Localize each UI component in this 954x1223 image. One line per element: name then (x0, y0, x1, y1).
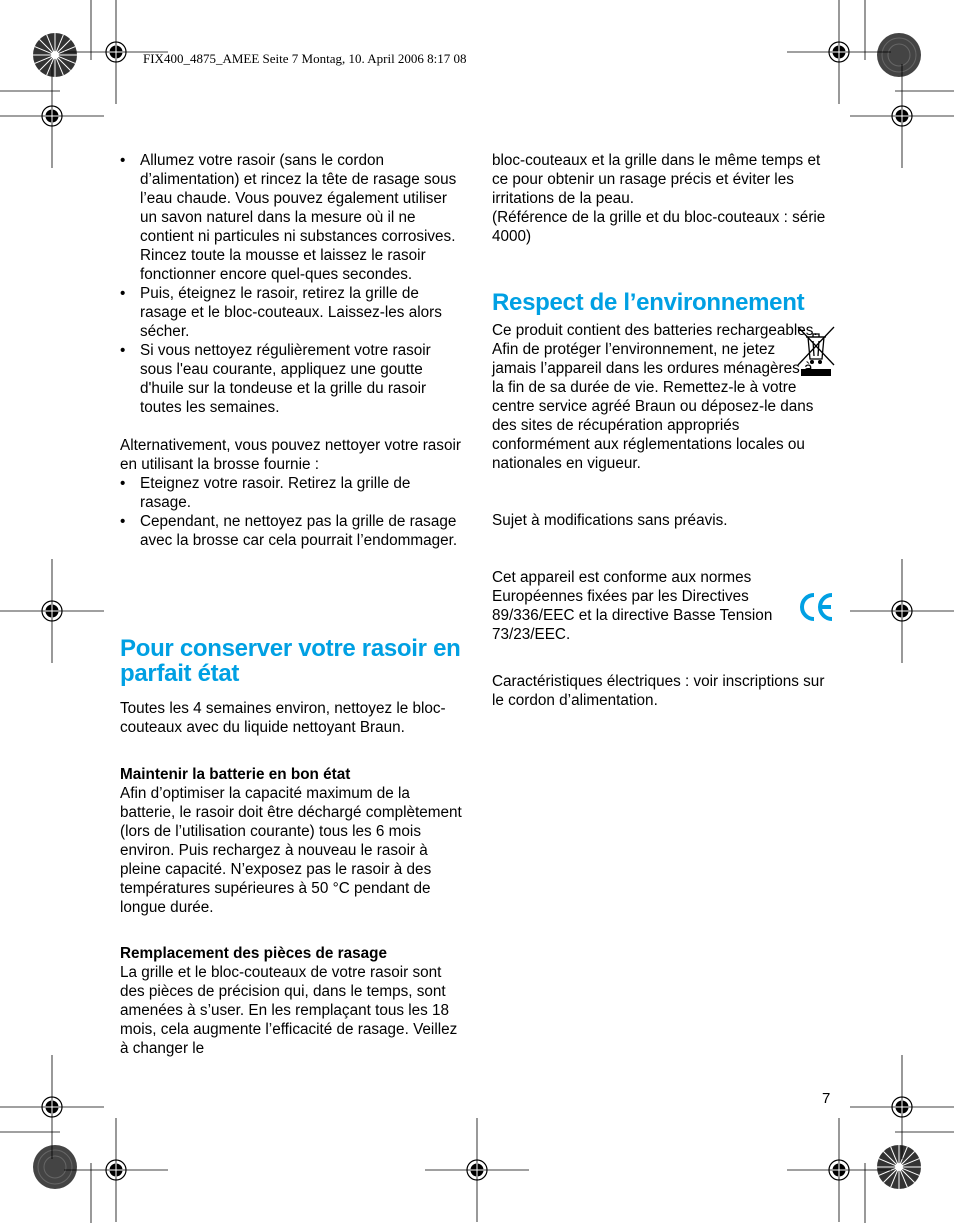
replacement-subheading: Remplacement des pièces de rasage (120, 945, 387, 962)
battery-subheading: Maintenir la batterie en bon état (120, 766, 351, 783)
replacement-continued-paragraph: bloc-couteaux et la grille dans le même temps et ce pour obtenir un rasage précis et éviter les irritations de la peau. (492, 152, 821, 207)
list-item: • Cependant, ne nettoyez pas la grille de rasage avec la brosse car cela pourrait l’endommager. (120, 512, 465, 550)
section-heading-environment: Respect de l’environnement (492, 289, 805, 316)
maintenance-block (120, 699, 465, 1058)
replacement-paragraph: La grille et le bloc-couteaux de votre rasoir sont des pièces de précision qui, dans le temps, sont amenées à s’user. En les remplaçant tous les 18 mois, cela augmente l’efficacité de rasage. Veillez à changer le (120, 964, 458, 1057)
environment-paragraph: Ce produit contient des batteries rechargeables. Afin de protéger l’environnement, ne jetez jamais l’appareil dans les ordures ménagères à la fin de sa durée de vie. Remettez-le à votre centre service agréé Braun ou déposez-le dans des sites de récupération appropriés conformément aux réglementations locales ou nationales en vigueur. (492, 322, 818, 472)
battery-paragraph: Afin d’optimiser la capacité maximum de la batterie, le rasoir doit être déchargé complètement (lors de l’utilisation courante) tous les 6 mois environ. Puis rechargez à nouveau le rasoir à pleine capacité. N’exposez pas le rasoir à des températures supérieures à 50 °C pendant de longue durée. (120, 785, 462, 916)
left-column (120, 151, 465, 550)
page-number: 7 (822, 1090, 831, 1107)
part-reference: (Référence de la grille et du bloc-couteaux : série 4000) (492, 209, 826, 245)
ce-conformity-paragraph: Cet appareil est conforme aux normes Européennes fixées par les Directives 89/336/EEC et la directive Basse Tension 73/23/EEC. (492, 569, 773, 643)
cleaning-interval-paragraph: Toutes les 4 semaines environ, nettoyez le bloc-couteaux avec du liquide nettoyant Braun. (120, 700, 446, 736)
cleaning-steps-list (120, 151, 465, 417)
right-column-top (492, 151, 837, 246)
ce-mark-icon (797, 589, 835, 630)
right-column-bottom (492, 321, 837, 710)
electrical-specs-paragraph: Caractéristiques électriques : voir inscriptions sur le cordon d’alimentation. (492, 673, 825, 709)
brush-intro-paragraph: Alternativement, vous pouvez nettoyer votre rasoir en utilisant la brosse fournie : (120, 437, 461, 473)
section-heading-maintenance: Pour conserver votre rasoir en parfait état (120, 635, 461, 687)
list-item: • Si vous nettoyez régulièrement votre rasoir sous l'eau courante, appliquez une goutte d'huile sur la tondeuse et la grille du rasoir toutes les semaines. (120, 341, 465, 417)
brush-steps-list (120, 474, 465, 550)
print-slug: FIX400_4875_AMEE Seite 7 Montag, 10. April 2006 8:17 08 (143, 51, 467, 66)
list-item: • Puis, éteignez le rasoir, retirez la grille de rasage et le bloc-couteaux. Laissez-les alors sécher. (120, 284, 465, 341)
list-item: • Eteignez votre rasoir. Retirez la grille de rasage. (120, 474, 465, 512)
list-item: • Allumez votre rasoir (sans le cordon d’alimentation) et rincez la tête de rasage sous l’eau chaude. Vous pouvez également utiliser un savon naturel dans la mesure où il ne contient ni particules ni substances corrosives. Rincez toute la mousse et laissez le rasoir fonctionner encore quel-ques secondes. (120, 151, 465, 284)
modification-notice: Sujet à modifications sans préavis. (492, 512, 728, 529)
